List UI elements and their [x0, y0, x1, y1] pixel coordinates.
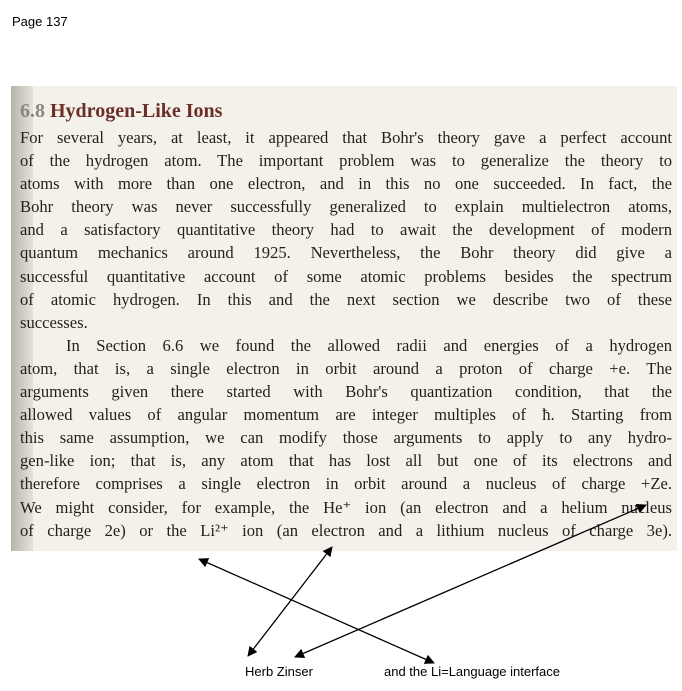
- text-line: Bohr theory was never successfully generalized to explain multielectron atoms,: [20, 197, 672, 217]
- caption-author: Herb Zinser: [245, 664, 313, 679]
- text-line: We might consider, for example, the He⁺ ion (an electron and a helium nucleus: [20, 497, 672, 517]
- text-line: arguments given there started with Bohr's quantization condition, that the: [20, 382, 672, 402]
- text-line: quantum mechanics around 1925. Nevertheless, the Bohr theory did give a: [20, 243, 672, 263]
- section-number: 6.8: [20, 100, 45, 122]
- text-line: atom, that is, a single electron in orbit around a proton of charge +e. The: [20, 358, 672, 378]
- text-line: atoms with more than one electron, and in this no one succeeded. In fact, the: [20, 174, 672, 194]
- text-line: successful quantitative account of some atomic problems besides the spectrum: [20, 266, 672, 286]
- caption-interface: and the Li=Language interface: [384, 664, 561, 679]
- section-title: Hydrogen-Like Ions: [50, 100, 223, 122]
- text-line: In Section 6.6 we found the allowed radii and energies of a hydrogen: [66, 335, 672, 355]
- text-line: For several years, at least, it appeared that Bohr's theory gave a perfect account: [20, 128, 672, 147]
- text-line: and a satisfactory quantitative theory had to await the development of modern: [20, 220, 672, 240]
- text-line: of the hydrogen atom. The important problem was to generalize the theory to: [20, 151, 672, 171]
- text-line: this same assumption, we can modify those arguments to apply to any hydro-: [20, 428, 672, 448]
- page-label: Page 137: [12, 14, 68, 29]
- text-line: of atomic hydrogen. In this and the next section we describe two of these: [20, 289, 672, 309]
- arrow-he-to-name: [248, 547, 332, 656]
- text-line: of charge 2e) or the Li²⁺ ion (an electron and a lithium nucleus of charge 3e).: [20, 520, 672, 540]
- text-line: therefore comprises a single electron in orbit around a nucleus of charge +Ze.: [20, 474, 672, 494]
- text-line: allowed values of angular momentum are integer multiples of ħ. Starting from: [20, 405, 672, 425]
- text-line: successes.: [20, 312, 88, 332]
- arrow-ze-to-name: [295, 505, 646, 657]
- text-line: gen-like ion; that is, any atom that has lost all but one of its electrons and: [20, 451, 672, 471]
